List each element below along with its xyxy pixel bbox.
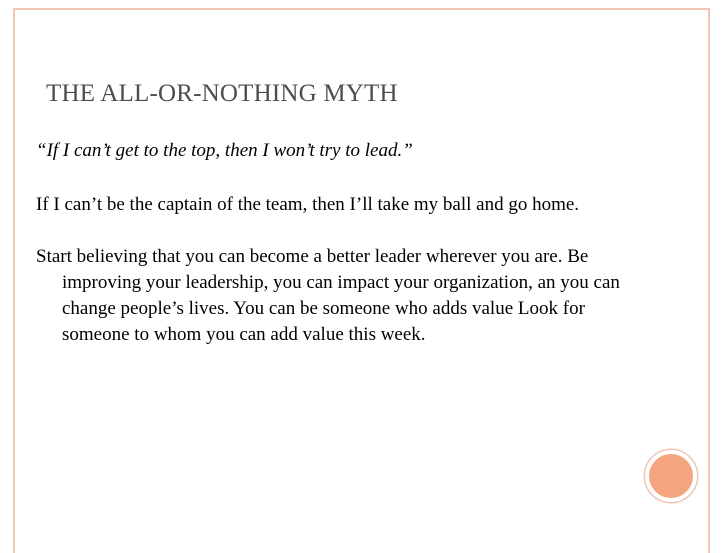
slide-body <box>36 138 636 348</box>
quote-text: “If I can’t get to the top, then I won’t try to lead.” <box>36 140 413 161</box>
spacer <box>36 164 636 192</box>
paragraph-captain: If I can’t be the captain of the team, then I’ll take my ball and go home. <box>36 194 580 215</box>
slide-title: THE ALL-OR-NOTHING MYTH <box>46 80 398 107</box>
decorative-circle <box>645 450 697 502</box>
paragraph-start-believing: Start believing that you can become a better leader wherever you are. Be improving your leadership, you can impact your organization, an you can change people’s lives. You can be someone who adds value Look for someone to whom you can add value this week. <box>36 246 620 345</box>
spacer <box>36 218 636 244</box>
